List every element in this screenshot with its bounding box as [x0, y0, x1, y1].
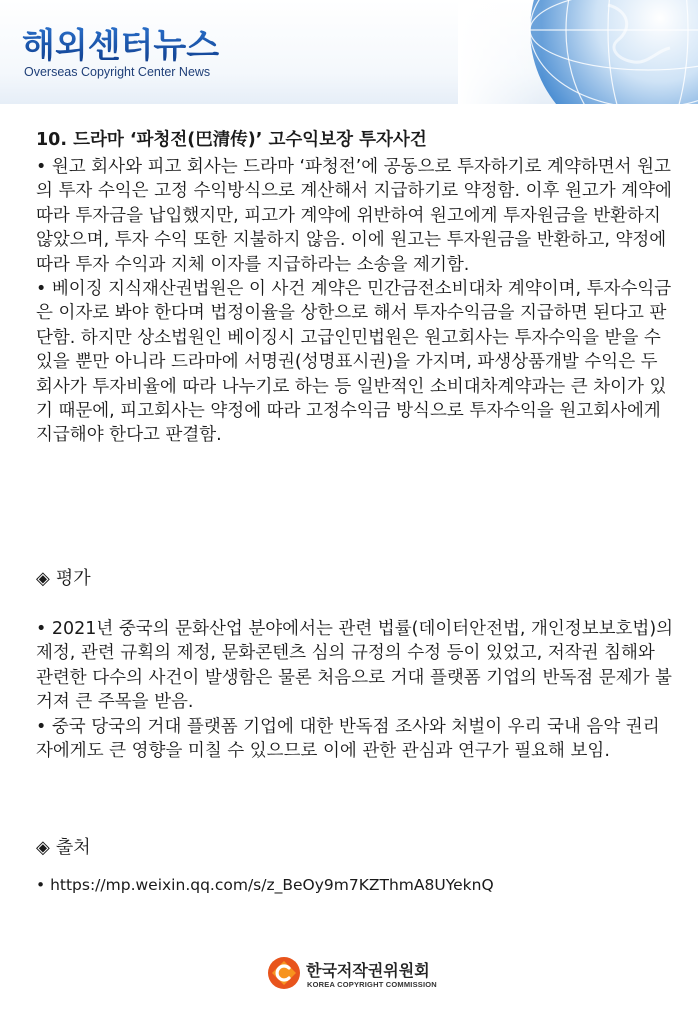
footer-logo [266, 955, 436, 993]
logo-english-name: KOREA COPYRIGHT COMMISSION [307, 980, 437, 989]
evaluation-paragraph: • 중국 당국의 거대 플랫폼 기업에 대한 반독점 조사와 처벌이 우리 국내 음악 권리자에게도 큰 영향을 미칠 수 있으므로 이에 관한 관심과 연구가 필요해 보임. [36, 716, 660, 762]
copyright-commission-logo-icon [266, 955, 302, 991]
logo-korean-name: 한국저작권위원회 [306, 961, 430, 980]
source-section [36, 873, 676, 897]
article-title: 10. 드라마 ‘파청전(巴清传)’ 고수익보장 투자사건 [36, 130, 427, 150]
source-link[interactable]: • https://mp.weixin.qq.com/s/z_BeOy9m7KZThmA8UYeknQ [36, 876, 494, 894]
diamond-bullet-icon: ◈ [36, 568, 50, 589]
source-heading-label: 출처 [55, 837, 91, 858]
evaluation-paragraph: • 2021년 중국의 문화산업 분야에서는 관련 법률(데이터안전법, 개인정보보호법)의 제정, 관련 규획의 제정, 문화콘텐츠 심의 규정의 수정 등이 있었고, 저작권 침해와 관련한 다수의 사건이 발생함은 물론 처음으로 거대 플랫폼 기업의 반독점 문제가 불거져 큰 주목을 받음. [36, 619, 674, 713]
globe-icon [458, 0, 698, 104]
source-heading [36, 836, 91, 860]
newsletter-subtitle: Overseas Copyright Center News [24, 65, 211, 79]
article-paragraph: • 베이징 지식재산권법원은 이 사건 계약은 민간금전소비대차 계약이며, 투자수익금은 이자로 봐야 한다며 법정이율을 상한으로 해서 투자수익금을 지급하면 된다고 판단함. 하지만 상소법원인 베이징시 고급인민법원은 원고회사는 투자수익을 받을 수 있을 뿐만 아니라 드라마에 서명권(성명표시권)을 가지며, 파생상품개발 수익은 두 회사가 투자비율에 따라 나누기로 하는 등 일반적인 소비대차계약과는 큰 차이가 있기 때문에, 피고회사는 약정에 따라 고정수익금 방식으로 투자수익을 원고회사에게 지급해야 한다고 판결함. [36, 279, 672, 446]
page-header [0, 0, 698, 104]
evaluation-heading-label: 평가 [55, 568, 91, 589]
article-paragraph: • 원고 회사와 피고 회사는 드라마 ‘파청전’에 공동으로 투자하기로 계약하면서 원고의 투자 수익은 고정 수익방식으로 계산해서 지급하기로 약정함. 이후 원고가 계약에 따라 투자금을 납입했지만, 피고가 계약에 위반하여 원고에게 투자원금을 반환하지 않았으며, 투자 수익 또한 지불하지 않음. 이에 원고는 투자원금을 반환하고, 약정에 따라 투자 수익과 지체 이자를 지급하라는 소송을 제기함. [36, 157, 672, 275]
evaluation-section [36, 617, 676, 763]
diamond-bullet-icon: ◈ [36, 837, 50, 858]
article [36, 125, 676, 448]
evaluation-heading [36, 567, 91, 591]
newsletter-title: 해외센터뉴스 [22, 26, 220, 66]
